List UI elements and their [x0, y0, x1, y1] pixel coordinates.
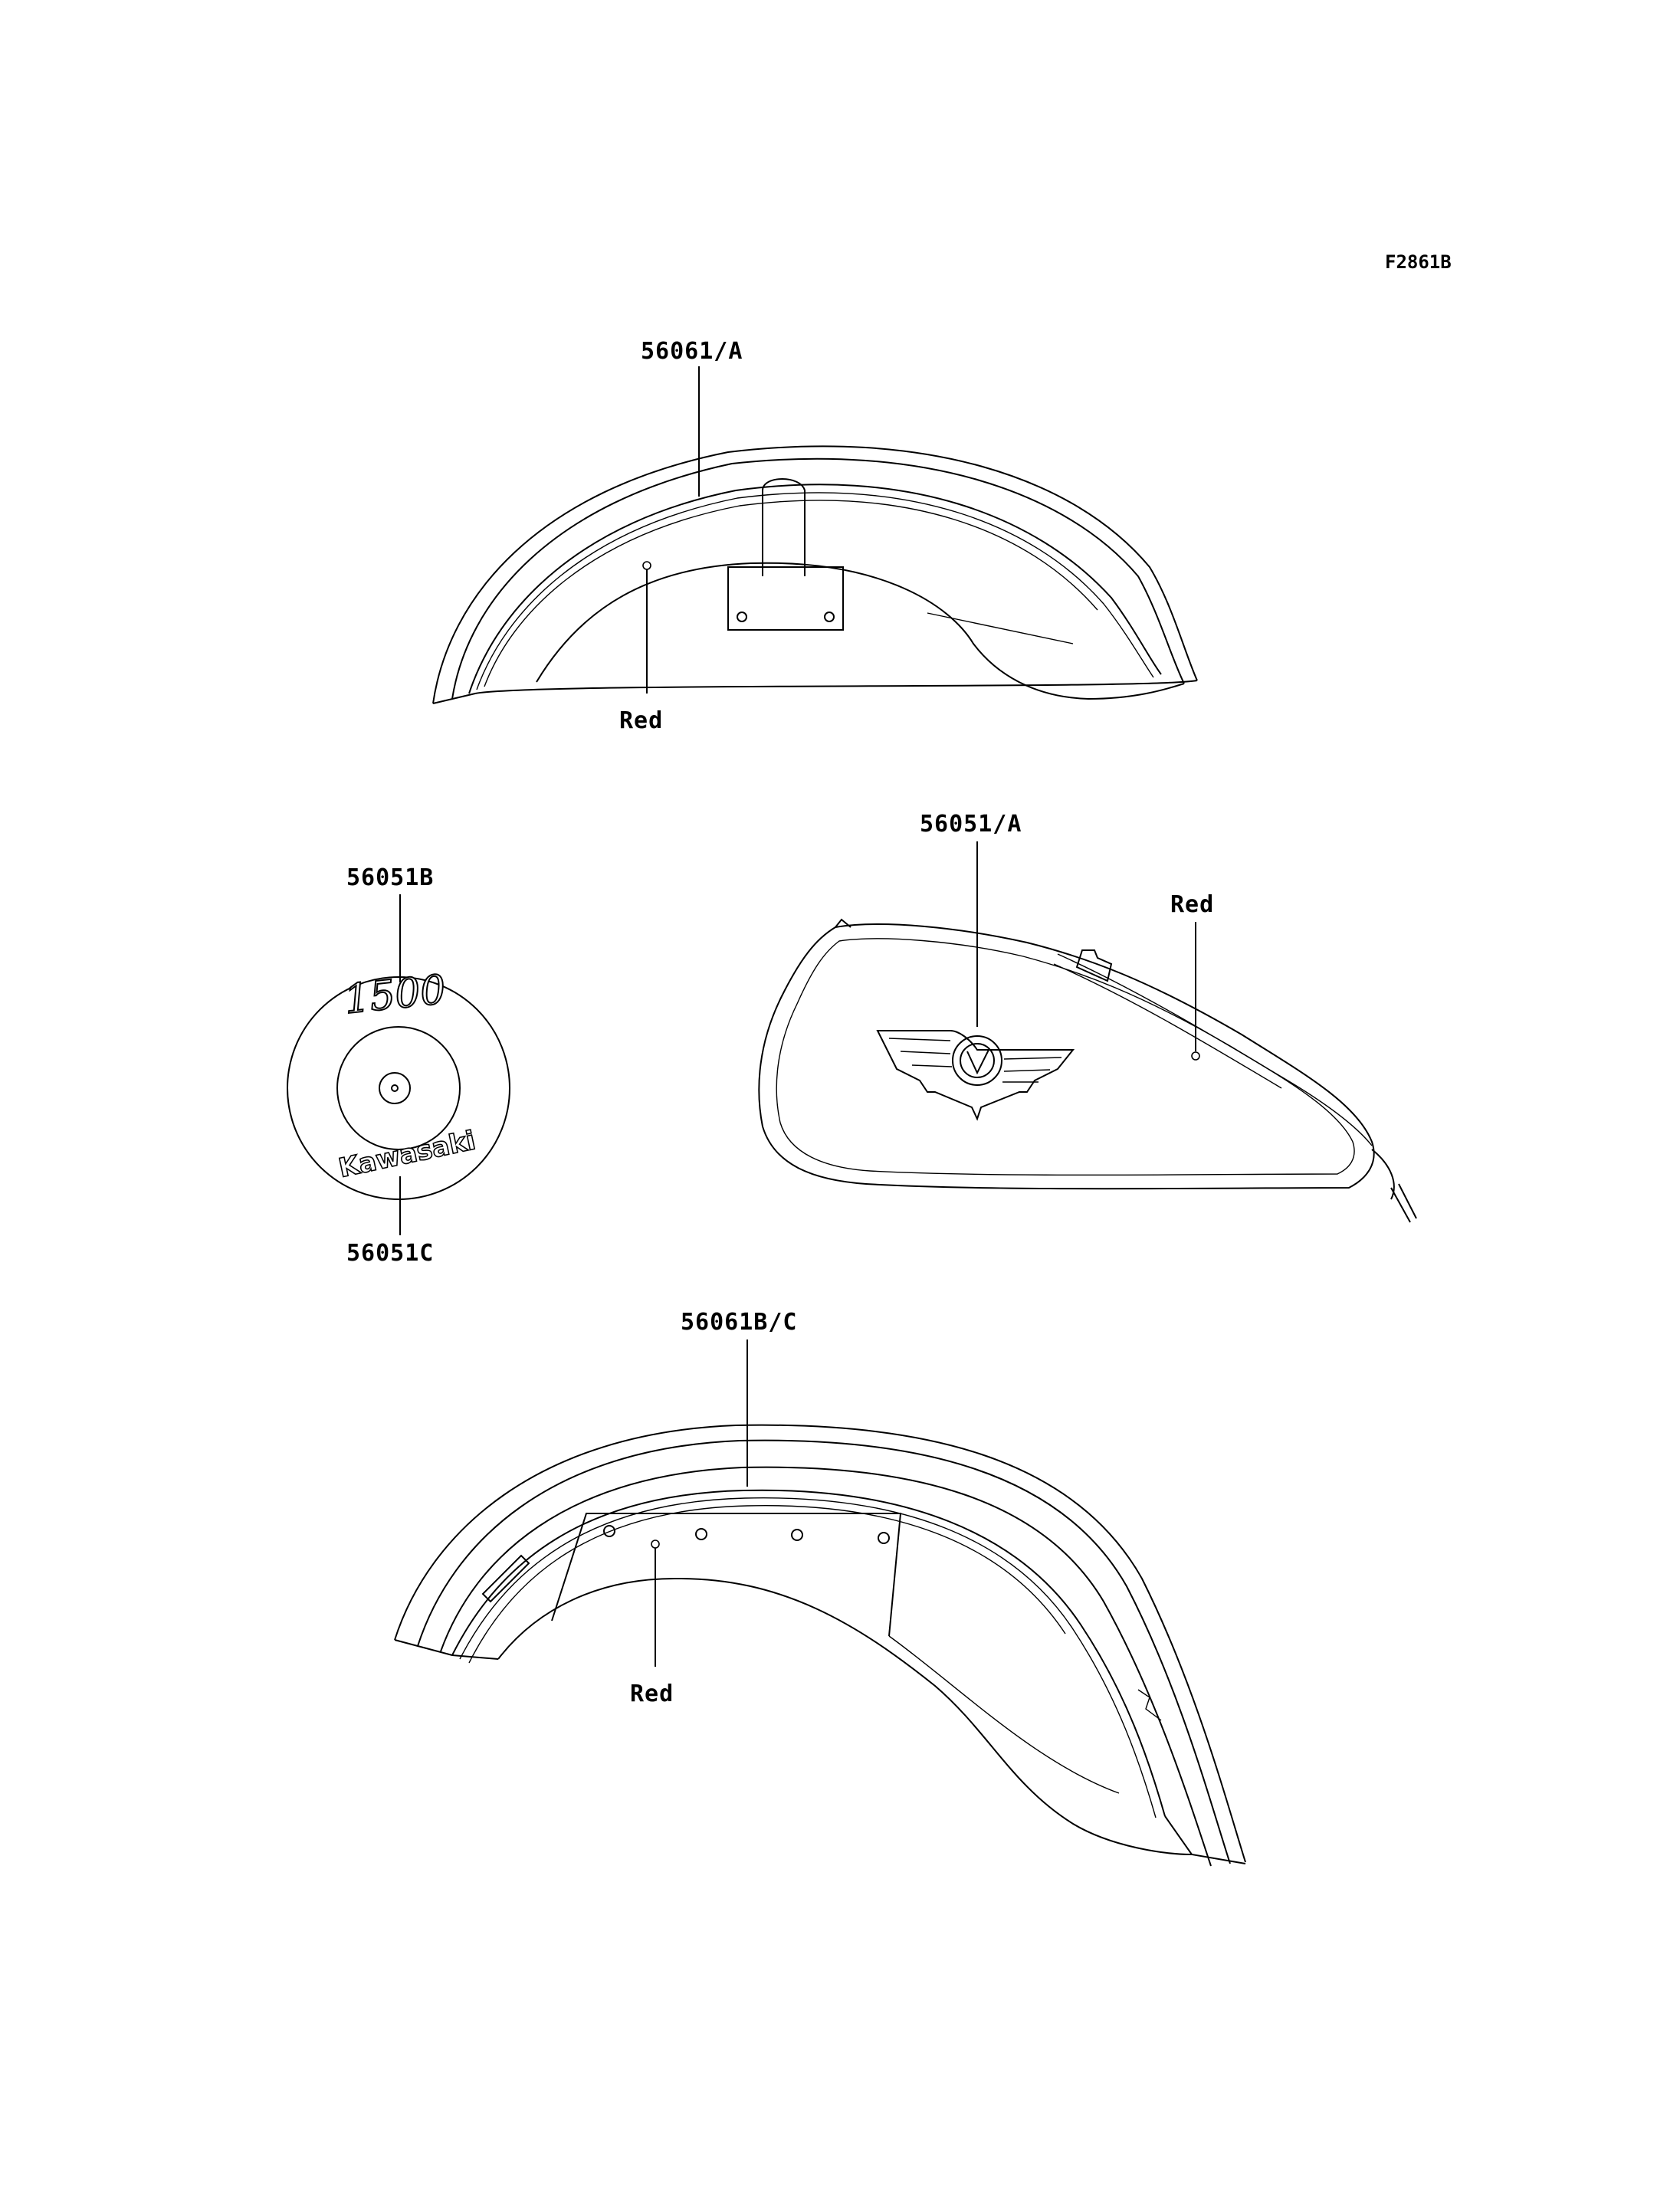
rear-fender-illustration	[395, 1425, 1245, 1866]
fuel-tank-illustration	[759, 920, 1416, 1222]
emblem-kawasaki-text: Kawasaki	[336, 1125, 478, 1185]
front-fender-color-label: Red	[619, 707, 664, 734]
tank-color-dot	[1192, 1052, 1199, 1060]
tank-emblem-label: 56051/A	[920, 811, 1022, 838]
front-fender-illustration	[433, 446, 1197, 703]
emblem-1500-text: 1500	[342, 966, 448, 1024]
round-emblem-illustration	[287, 967, 510, 1199]
tank-color-label: Red	[1170, 891, 1215, 918]
rear-fender-color-dot	[651, 1540, 659, 1548]
front-fender-color-dot	[643, 562, 651, 569]
front-fender-decal-label: 56061/A	[641, 338, 743, 365]
figure-code: F2861B	[1385, 251, 1452, 273]
emblem-1500-label: 56051B	[346, 864, 435, 891]
emblem-kawasaki-label: 56051C	[346, 1240, 435, 1267]
rear-fender-color-label: Red	[630, 1681, 674, 1707]
rear-fender-decal-label: 56061B/C	[681, 1309, 798, 1336]
